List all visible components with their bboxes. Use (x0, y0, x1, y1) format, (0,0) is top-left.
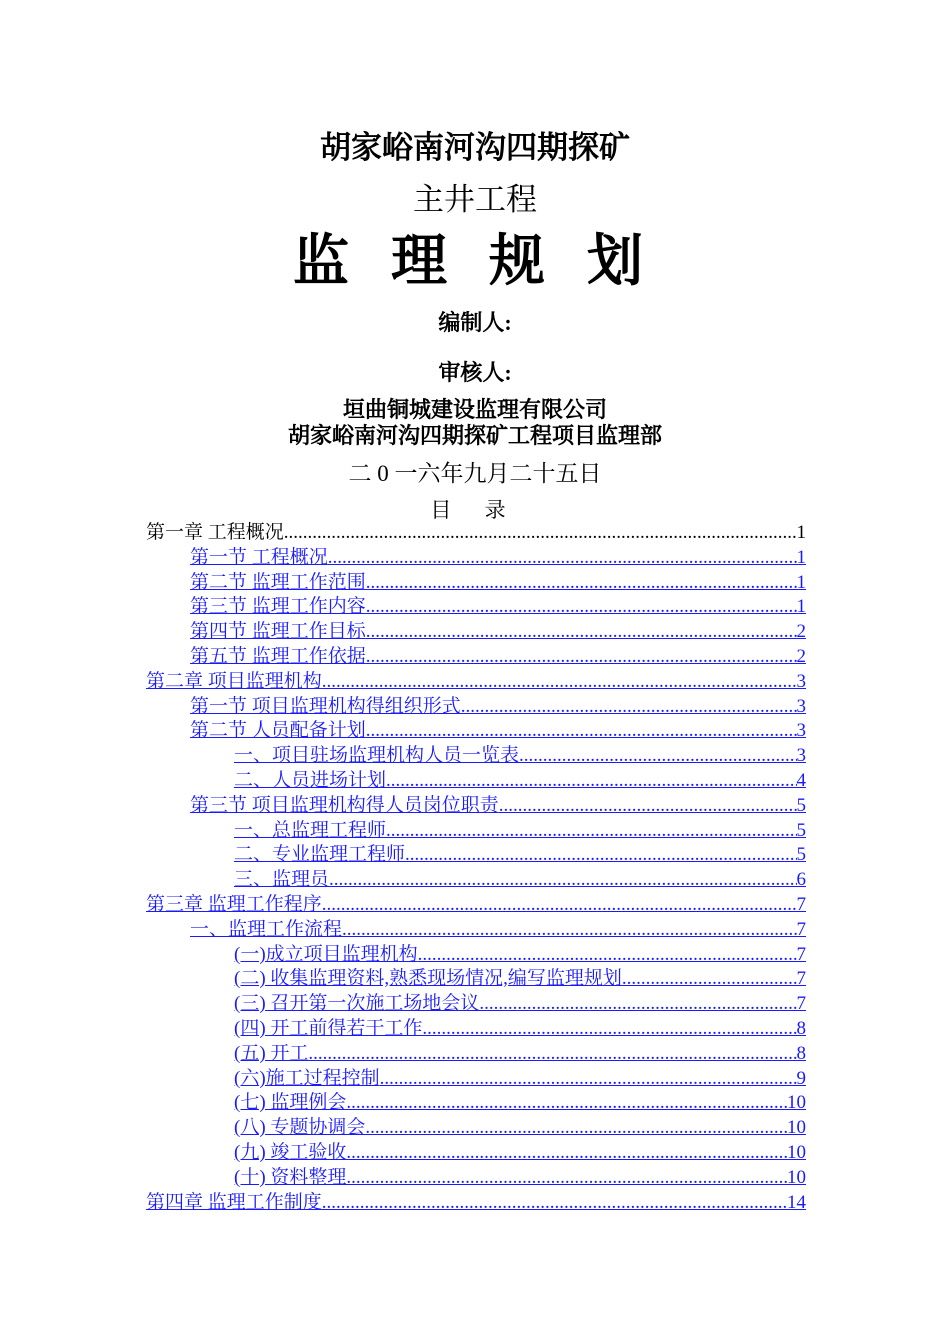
toc-heading: 目 录 (430, 498, 520, 522)
toc-entry[interactable] (234, 1016, 806, 1041)
toc-dot-leader (366, 594, 797, 619)
toc-entry-label: (十) 资料整理 (234, 1167, 347, 1188)
toc-entry-page-number: 7 (796, 968, 806, 989)
toc-entry-page-number: 1 (796, 547, 806, 568)
toc-entry-page-number: 9 (796, 1068, 806, 1089)
toc-entry-label: 二、人员进场计划 (234, 770, 387, 791)
toc-dot-leader (386, 768, 796, 793)
toc-entry-page-number: 4 (796, 770, 806, 791)
toc-entry[interactable] (234, 942, 806, 967)
toc-entry-label: (五) 开工 (234, 1043, 309, 1064)
toc-entry-label: (四) 开工前得若干工作 (234, 1018, 423, 1039)
toc-entry-page-number: 8 (796, 1043, 806, 1064)
company-name: 垣曲铜城建设监理有限公司 (342, 397, 607, 422)
toc-entry[interactable] (146, 892, 806, 917)
toc-entry-page-number: 3 (796, 745, 806, 766)
toc-entry[interactable] (190, 619, 806, 644)
toc-entry-page-number: 10 (787, 1142, 806, 1163)
reviewer-label: 审核人: (438, 360, 512, 385)
toc-dot-leader (322, 1190, 787, 1215)
toc-entry-label: 第五节 监理工作依据 (190, 646, 366, 667)
toc-dot-leader (284, 520, 797, 545)
toc-dot-leader (308, 1041, 796, 1066)
toc-entry-label: 第三章 监理工作程序 (146, 894, 322, 915)
toc-entry-page-number: 3 (796, 720, 806, 741)
toc-dot-leader (322, 892, 797, 917)
toc-entry-page-number: 1 (796, 596, 806, 617)
toc-entry-page-number: 5 (796, 844, 806, 865)
toc-entry-label: 第二章 项目监理机构 (146, 671, 322, 692)
toc-entry-label: 第二节 监理工作范围 (190, 572, 366, 593)
compiler-label: 编制人: (438, 310, 512, 335)
toc-entry-page-number: 2 (796, 621, 806, 642)
toc-entry-label: 第四章 监理工作制度 (146, 1192, 322, 1213)
toc-dot-leader (346, 1090, 787, 1115)
toc-entry-page-number: 1 (796, 522, 806, 543)
toc-dot-leader (499, 793, 797, 818)
toc-entry (146, 520, 806, 545)
toc-dot-leader (461, 694, 797, 719)
toc-dot-leader (519, 743, 796, 768)
toc-entry[interactable] (234, 966, 806, 991)
toc-entry[interactable] (190, 793, 806, 818)
toc-entry-label: (二) 收集监理资料,熟悉现场情况,编写监理规划 (234, 968, 622, 989)
toc-entry-page-number: 8 (796, 1018, 806, 1039)
toc-dot-leader (366, 619, 797, 644)
toc-entry-label: 第一章 工程概况 (146, 522, 284, 543)
toc-entry[interactable] (234, 991, 806, 1016)
toc-entry-page-number: 7 (796, 944, 806, 965)
toc-dot-leader (346, 1140, 787, 1165)
toc-dot-leader (366, 570, 797, 595)
toc-entry[interactable] (190, 917, 806, 942)
toc-entry-page-number: 5 (796, 795, 806, 816)
toc-entry[interactable] (234, 743, 806, 768)
toc-dot-leader (380, 1066, 797, 1091)
toc-dot-leader (479, 991, 796, 1016)
toc-dot-leader (329, 867, 796, 892)
toc-dot-leader (328, 545, 797, 570)
toc-entry-page-number: 10 (787, 1092, 806, 1113)
toc-entry[interactable] (146, 1190, 806, 1215)
toc-entry-label: 一、项目驻场监理机构人员一览表 (234, 745, 520, 766)
document-date: 二 0 一六年九月二十五日 (348, 461, 602, 486)
document-main-title: 监 理 规 划 (293, 231, 657, 293)
department-name: 胡家峪南河沟四期探矿工程项目监理部 (287, 423, 662, 448)
toc-entry[interactable] (234, 818, 806, 843)
toc-entry[interactable] (234, 1165, 806, 1190)
toc-entry[interactable] (190, 570, 806, 595)
toc-entry-page-number: 6 (796, 869, 806, 890)
toc-entry[interactable] (190, 594, 806, 619)
toc-entry-label: 一、总监理工程师 (234, 820, 387, 841)
toc-entry[interactable] (234, 842, 806, 867)
toc-entry-page-number: 3 (796, 696, 806, 717)
toc-entry-label: 第一节 项目监理机构得组织形式 (190, 696, 461, 717)
toc-entry-page-number: 2 (796, 646, 806, 667)
project-title: 胡家峪南河沟四期探矿 (320, 130, 630, 165)
toc-entry-label: 第三节 监理工作内容 (190, 596, 366, 617)
toc-entry[interactable] (146, 669, 806, 694)
toc-entry-page-number: 10 (787, 1117, 806, 1138)
toc-entry-page-number: 5 (796, 820, 806, 841)
toc-dot-leader (322, 669, 797, 694)
project-subtitle: 主井工程 (413, 182, 537, 217)
toc-entry[interactable] (234, 1090, 806, 1115)
toc-entry-page-number: 7 (796, 919, 806, 940)
toc-entry-label: 三、监理员 (234, 869, 330, 890)
toc-dot-leader (386, 818, 796, 843)
toc-entry-page-number: 10 (787, 1167, 806, 1188)
toc-entry[interactable] (190, 694, 806, 719)
toc-entry-label: 一、监理工作流程 (190, 919, 343, 940)
toc-entry-label: 第一节 工程概况 (190, 547, 328, 568)
toc-entry-label: 第四节 监理工作目标 (190, 621, 366, 642)
toc-dot-leader (366, 644, 797, 669)
toc-entry[interactable] (234, 1140, 806, 1165)
toc-entry-label: (九) 竣工验收 (234, 1142, 347, 1163)
toc-entry-label: (六)施工过程控制 (234, 1068, 380, 1089)
toc-dot-leader (365, 1115, 787, 1140)
toc-entry-label: (三) 召开第一次施工场地会议 (234, 993, 480, 1014)
toc-entry-label: 第三节 项目监理机构得人员岗位职责 (190, 795, 499, 816)
toc-entry-label: 第二节 人员配备计划 (190, 720, 366, 741)
toc-dot-leader (422, 1016, 796, 1041)
toc-dot-leader (405, 842, 796, 867)
toc-dot-leader (346, 1165, 787, 1190)
toc-entry[interactable] (234, 1115, 806, 1140)
toc-entry-page-number: 3 (796, 671, 806, 692)
toc-entry-label: 二、专业监理工程师 (234, 844, 406, 865)
toc-entry[interactable] (234, 1066, 806, 1091)
toc-entry-page-number: 1 (796, 572, 806, 593)
toc-entry[interactable] (234, 867, 806, 892)
toc-dot-leader (622, 966, 797, 991)
toc-entry-page-number: 7 (796, 993, 806, 1014)
toc-entry-label: (七) 监理例会 (234, 1092, 347, 1113)
toc-entry-page-number: 7 (796, 894, 806, 915)
toc-dot-leader (418, 942, 797, 967)
toc-entry[interactable] (234, 768, 806, 793)
toc-entry-label: (八) 专题协调会 (234, 1117, 366, 1138)
toc-entry[interactable] (190, 644, 806, 669)
toc-entry[interactable] (190, 545, 806, 570)
toc-entry[interactable] (190, 718, 806, 743)
toc-entry[interactable] (234, 1041, 806, 1066)
toc-dot-leader (366, 718, 797, 743)
toc-dot-leader (342, 917, 796, 942)
toc-entry-page-number: 14 (787, 1192, 806, 1213)
toc-entry-label: (一)成立项目监理机构 (234, 944, 418, 965)
